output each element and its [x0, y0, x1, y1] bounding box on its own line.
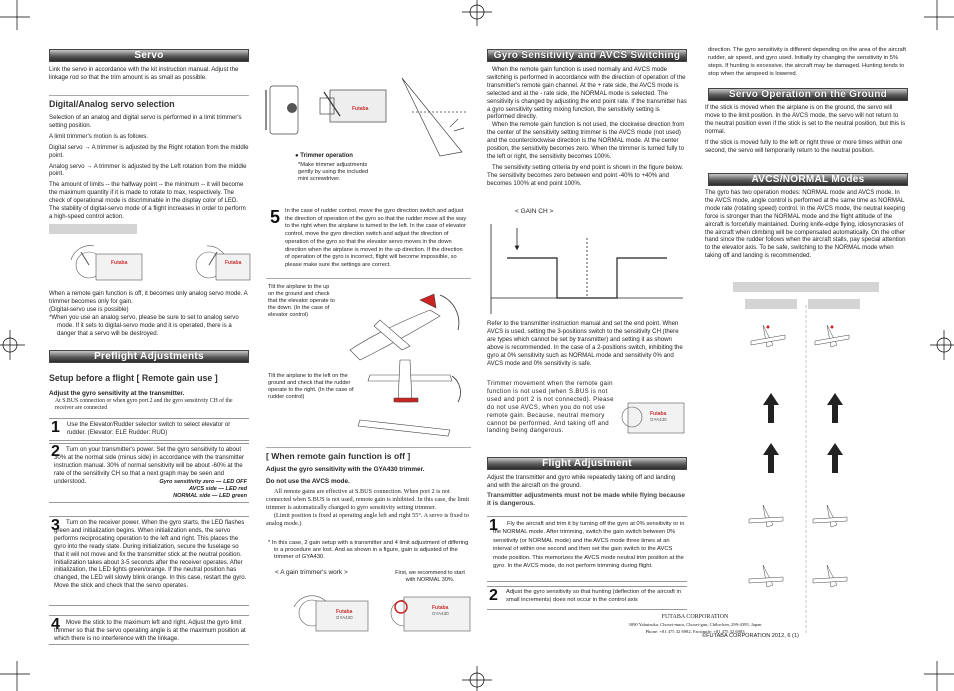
model-label-3: GYA430	[650, 417, 667, 422]
avcs-text: The gyro has two operation modes: NORMAL mode and AVCS mode. In the AVCS mode, angle control is performed at the same time as NORMAL mode rate (rotating speed) control. In the AVCS mode, the neutral keeping force is stronger than the NORMAL mode and the flight attitude of the aircraft is forcefully maintained. During knife-edge flying, idiosyncrasies of the aircraft when climbing will be compensated automatically. On the other hand since the rudder follows when the aircraft stalls, pay special attention to the elevator axis. To be safe, switching to the NORMAL mode when taking off and landing is recommended.	[705, 189, 906, 260]
adjust-gya-heading: Adjust the gyro sensitivity with the GYA430 trimmer.	[266, 466, 425, 473]
gain-trimmer-caption: < A gain trimmer's work >	[275, 569, 348, 576]
brand-label-2: Futaba	[225, 260, 242, 266]
digital-heading: Digital/Analog servo selection	[49, 99, 175, 109]
step-3-number: 3	[51, 517, 60, 534]
model-label-2: GYA430	[432, 611, 449, 616]
flight-step-2-number: 2	[489, 587, 498, 604]
step-4-number: 4	[51, 616, 60, 633]
step-1-number: 1	[51, 419, 60, 436]
col4-top-text: direction. The gyro sensitivity is different depending on the area of the aircraft rudder, air speed, and gyro used. Initially try changing the sensitivity in 5% steps. If hunting is excessive, the aircraft may be damaged. Hunting tends to stop when the airspeed is lowered.	[708, 47, 906, 77]
gain-trimmer-illustration	[266, 585, 476, 645]
step-2-text: Turn on your transmitter's power. Set the gyro sensitivity to about 30% at the normal side (minus side) in accordance with the transmitter instruction manual. 30% of normal sensitivity will be about -60% at the rate of the sensitivity CH so that a next graph may be seen and understood.	[54, 446, 245, 485]
remote-off-heading: [ When remote gain function is off ]	[266, 451, 411, 461]
led-legend: Gyro sensitivity zero — LED OFF AVCS side — LED red NORMAL side — LED green	[159, 479, 247, 499]
step-2-number: 2	[51, 443, 60, 460]
adjust-heading: Adjust the gyro sensitivity at the transmitter.	[49, 390, 185, 397]
trimmer-small-illustration	[618, 395, 688, 435]
digital-text: Selection of an analog and digital servo is performed in a limit trimmer's setting position. A limit trimmer's motion is as follows. Digital servo → A trimmer is adjusted by the Right rotation from the middle point. Analog servo → A trimmer is adjusted by the Left rotation from the middle point. The amount of limits -- the halfway point -- the minimum -- it will become the maximum quantity if it is made to rotate to max, respectively. The check of operational mode is discriminable in the display color of LED. The stability of digital-servo mode of a flight increases in order to perform a high-speed control action.	[49, 114, 249, 220]
ground-text: If the stick is moved when the airplane is on the ground, the servo will move to the limit position. In the AVCS mode, the servo will not return to the neutral position even if the stick is set to the neutral position, but this is normal. If the stick is moved fully to the left or right three or more times within one second, the servo will temporarily return to the neutral position.	[705, 104, 906, 154]
flight-step-2-text: Adjust the gyro sensitivity so that hunting (deflection of the aircraft in small increments) does not occur in the control axis	[506, 589, 681, 603]
footer-block	[595, 614, 795, 635]
setup-heading: Setup before a flight [ Remote gain use ]	[49, 373, 218, 383]
gain-ch-graph	[487, 218, 687, 318]
brand-label-4: Futaba	[336, 609, 353, 615]
step-1-text: Use the Elevator/Rudder selector switch to select elevator or rudder. (Elevator: ELE Rudder: RUD)	[67, 421, 231, 436]
flight-text: Adjust the transmitter and gyro while repeatedly taking off and landing and with the aircraft on the ground.	[487, 474, 676, 489]
brand-label-1: Futaba	[111, 260, 128, 266]
gyro-heading: Gyro Sensitivity and AVCS Switching	[487, 49, 687, 62]
footer-address: 3090 Yabutsuka, Chosei-mura, Chosei-gun, Chiba-ken, 299-4395, Japan	[628, 622, 762, 627]
flight-step-1-text: Fly the aircraft and trim it by turning off the gyro at 0% sensitivity or in the NORMAL mode. After trimming, switch the gain switch between 0% sensitivity (or NORMAL mode) and the AVCS mode three times at an interval of within one second and then set the gain switch to the AVCS mode position. This memorizes the AVCS mode neutral trim position at the gyro. In the AVCS mode, do not perform trimming during flight.	[493, 521, 685, 570]
trimmer-figures	[49, 240, 249, 290]
footer-copyright: ©FUTABA CORPORATION 2012, 6 (1)	[702, 633, 799, 639]
step-3-text: Turn on the receiver power. When the gyro starts, the LED flashes green and initialization begins. When initialization ends, the servo performs reciprocating operation to the left and right. This places the gyro into the ready state. During initialization, secure the fuselage so that it will not move and fix the transmitter stick at the neutral position. Initialization takes about 3-5 seconds after the receiver operates. After initialization, the LED lights green/orange. If the neutral position has changed, the LED will slowly blink orange. In this case, restart the gyro. Move the stick and check that the servo operates.	[54, 519, 247, 590]
brand-label-3: Futaba	[352, 106, 369, 112]
servo-linkage-illustration	[262, 72, 472, 212]
trimmer-op-text: *Make trimmer adjustments gently by using the included mini screwdriver.	[298, 162, 369, 182]
adjust-sub: At S.BUS connection or when gyro port 2 and the gyro sensitivity CH of the receiver are connected	[55, 398, 233, 411]
avcs-heading: AVCS/NORMAL Modes	[708, 173, 908, 186]
flight-warning: Transmitter adjustments must not be made while flying because it is dangerous.	[487, 492, 685, 507]
preflight-heading: Preflight Adjustments	[49, 350, 249, 363]
gyro-text: When the remote gain function is used normally and AVCS mode switching is performed in accordance with the direction of operation of the transmitter's remote gain channel. At the + rate side, the AVCS mode is selected and at the - rate side, the NORMAL mode is selected. The sensitivity is changed by adjusting the end point rate. If the transmitter has a gyro sensitivity setting mixing function, the sensitivity setting is performed directly. When the remote gain function is not used, the clockwise direction from the center of the sensitivity setting trimmer is the AVCS mode (not used) and the counterclockwise direction is the NORMAL mode. At the center position, the sensitivity becomes zero. When the trimmer is turned fully to the left or right, the sensitivity becomes 100%. The sensitivity setting criteria by end point is shown in the figure below. The sensitivity becomes zero between end point -40% to +40% and becomes 100% at end point 100%.	[487, 66, 687, 187]
analog-note: When a remote gain function is off, it becomes only analog servo mode. A trimmer becomes only for gain. (Digital-servo use is possible) *When you use an analog servo, please be sure to set to analog servo mode. If it sets to digital-servo mode and it is operated, there is a danger that a servo will be destroyed.	[49, 290, 248, 337]
step-5-number: 5	[270, 207, 281, 227]
footer-phone: Phone: +81 475 32 6982, Facsimile: +81 475 32 6983	[645, 629, 745, 634]
trimmer-text: Trimmer movement when the remote gain function is not used (when S.BUS is not used and port 2 is not connected). Please do not use AVCS, when you do not use remote gain. Because, neutral memory cannot be performed. And taking off and landing being dangerous.	[487, 380, 614, 435]
airplane-tilt-illustration	[340, 280, 470, 440]
remote-off-text: All remote gains are effective at S.BUS connection. When port 2 is not connected when S.BUS is not used, remote gain is inhibited. In this case, the limit trimmer is automatically changed to gyro sensitivity setting trimmer. (Limit position is fixed at operating angle left and right 55°. A servo is fixed to analog mode.)	[266, 488, 470, 527]
brand-label-6: Futaba	[650, 411, 667, 417]
tilt-up-note: Tilt the airplane to the up on the ground and check that the elevator operate to the down. (In the case of elevator control)	[268, 284, 335, 318]
servo-text: Link the servo in accordance with the kit instruction manual. Adjust the linkage rod so that the trim amount is as small as possible.	[49, 66, 239, 81]
flight-step-1-number: 1	[489, 517, 498, 534]
ground-heading: Servo Operation on the Ground	[708, 88, 908, 101]
setup-note: * In this case, 2 gain setup with a transmitter and 4 limit adjustment of differing in a procedure are lost. And as shown in a figure, gain is adjusted of the trimmer of GYA430.	[268, 540, 469, 560]
step-4-text: Move the stick to the maximum left and right. Adjust the gyro limit trimmer so that the servo operating angle is at the maximum position at which there is no interference with the linkage.	[54, 619, 246, 642]
flight-heading: Flight Adjustment	[487, 457, 687, 470]
step-5-text: In the case of rudder control, move the gyro direction switch and adjust the direction of operation of the gyro so that the rudder move all the way to the right when the airplane is turned to the left. In the case of elevator control, move the gyro direction switch and adjust the direction of operation of the gyro so that the elevator servo moves in the down direction when the airplane is moved in the up direction. If the direction of operation of the gyro is incorrect, flight will become impossible, so please make sure the settings are correct.	[285, 208, 467, 268]
trimmer-op-title: ● Trimmer operation	[295, 153, 353, 159]
model-label-1: GYA430	[336, 615, 353, 620]
gain-ch-caption: < GAIN CH >	[515, 208, 554, 215]
no-avcs-heading: Do not use the AVCS mode.	[266, 478, 350, 485]
mode-comparison-illustration	[733, 305, 883, 635]
servo-heading: Servo	[49, 49, 249, 62]
first-recommend: First, we recommend to start with NORMAL 30%.	[395, 570, 465, 583]
figure-caption-bar	[49, 224, 137, 234]
brand-label-5: Futaba	[432, 605, 449, 611]
refer-text: Refer to the transmitter instruction manual and set the end point. When AVCS is used, setting the 3-positions switch to the sensitivity CH (there are types which cannot be set by transmitter) and setting it as shown above is recommended. In the case of a 2-positions switch, inhibiting the gyro at 0% sensitivity such as NORMAL mode and sensitivity 0% and AVCS mode and 0% sensitivity is safe.	[487, 320, 683, 367]
tilt-left-note: Tilt the airplane to the left on the ground and check that the rudder operate to the right. (In the case of rudder control)	[268, 373, 354, 400]
footer-company: FUTABA CORPORATION	[661, 614, 729, 620]
mode-figure-caption-bar	[733, 282, 879, 292]
